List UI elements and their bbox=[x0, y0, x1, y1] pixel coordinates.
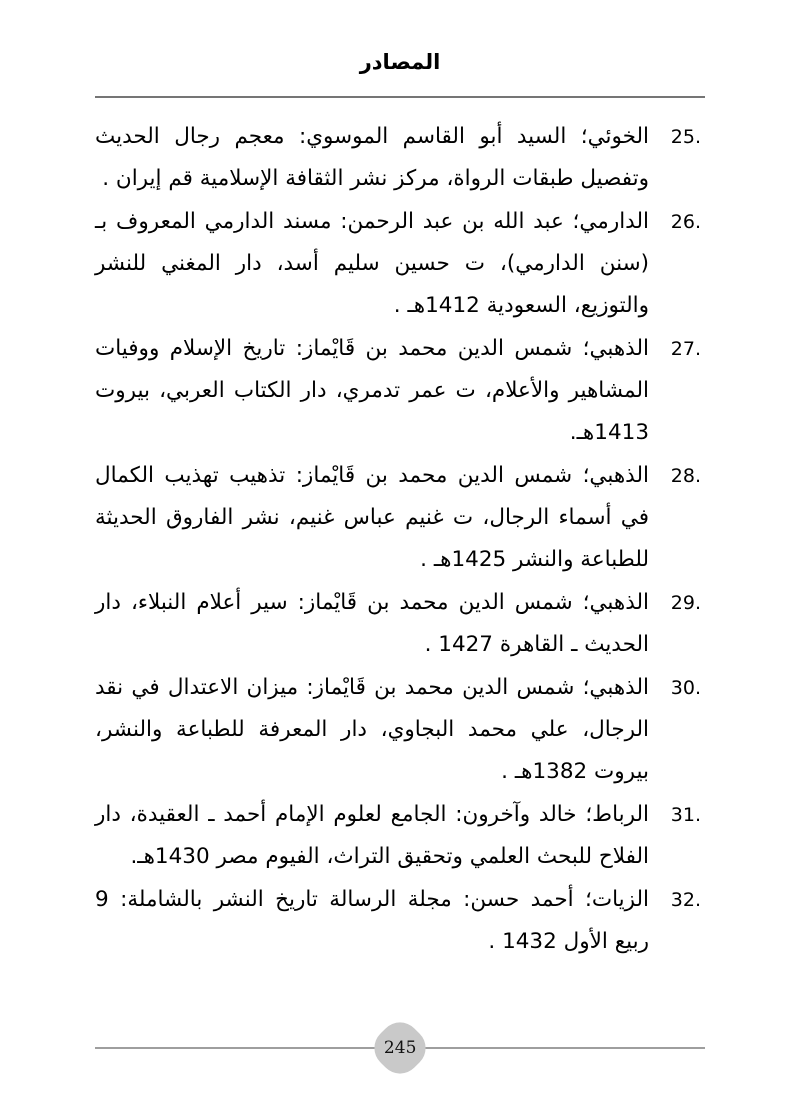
entry-number: 30. bbox=[670, 677, 701, 699]
bibliography-entry bbox=[95, 582, 705, 666]
entry-number: 25. bbox=[670, 126, 701, 148]
bibliography-entry bbox=[95, 455, 705, 581]
entry-text: الزيات؛ أحمد حسن: مجلة الرسالة تاريخ النشر بالشاملة: 9 ربيع الأول 1432 . bbox=[95, 887, 649, 954]
entry-number: 29. bbox=[670, 592, 701, 614]
bibliography-entry bbox=[95, 794, 705, 878]
header-divider bbox=[95, 96, 705, 98]
entry-text: الذهبي؛ شمس الدين محمد بن قَايْماز: تاريخ الإسلام ووفيات المشاهير والأعلام، ت عمر تدمري، دار الكتاب العربي، بيروت 1413هـ. bbox=[95, 336, 649, 445]
bibliography-entry bbox=[95, 201, 705, 327]
entry-number: 27. bbox=[670, 338, 701, 360]
entry-text: الذهبي؛ شمس الدين محمد بن قَايْماز: سير أعلام النبلاء، دار الحديث ـ القاهرة 1427 . bbox=[95, 590, 649, 657]
bibliography-entry bbox=[95, 116, 705, 200]
entry-number: 32. bbox=[670, 889, 701, 911]
bibliography-entry bbox=[95, 667, 705, 793]
entry-text: الذهبي؛ شمس الدين محمد بن قَايْماز: تذهيب تهذيب الكمال في أسماء الرجال، ت غنيم عباس غنيم، نشر الفاروق الحديثة للطباعة والنشر 1425هـ . bbox=[95, 463, 649, 572]
bibliography-list bbox=[95, 116, 705, 964]
entry-text: الذهبي؛ شمس الدين محمد بن قَايْماز: ميزان الاعتدال في نقد الرجال، علي محمد البجاوي، دار المعرفة للطباعة والنشر، بيروت 1382هـ . bbox=[95, 675, 649, 784]
page-number-badge bbox=[366, 1014, 434, 1082]
bibliography-entry bbox=[95, 328, 705, 454]
entry-text: الرباط؛ خالد وآخرون: الجامع لعلوم الإمام أحمد ـ العقيدة، دار الفلاح للبحث العلمي وتحقيق التراث، الفيوم مصر 1430هـ. bbox=[95, 802, 649, 869]
entry-number: 26. bbox=[670, 211, 701, 233]
entry-text: الدارمي؛ عبد الله بن عبد الرحمن: مسند الدارمي المعروف بـ (سنن الدارمي)، ت حسين سليم أسد، دار المغني للنشر والتوزيع، السعودية 1412هـ . bbox=[95, 209, 649, 318]
entry-number: 31. bbox=[670, 804, 701, 826]
page-title: المصادر bbox=[359, 50, 441, 74]
bibliography-entry bbox=[95, 879, 705, 963]
entry-number: 28. bbox=[670, 465, 701, 487]
entry-text: الخوئي؛ السيد أبو القاسم الموسوي: معجم رجال الحديث وتفصيل طبقات الرواة، مركز نشر الثقافة الإسلامية قم إيران . bbox=[95, 124, 649, 191]
page-number: 245 bbox=[383, 1038, 417, 1059]
